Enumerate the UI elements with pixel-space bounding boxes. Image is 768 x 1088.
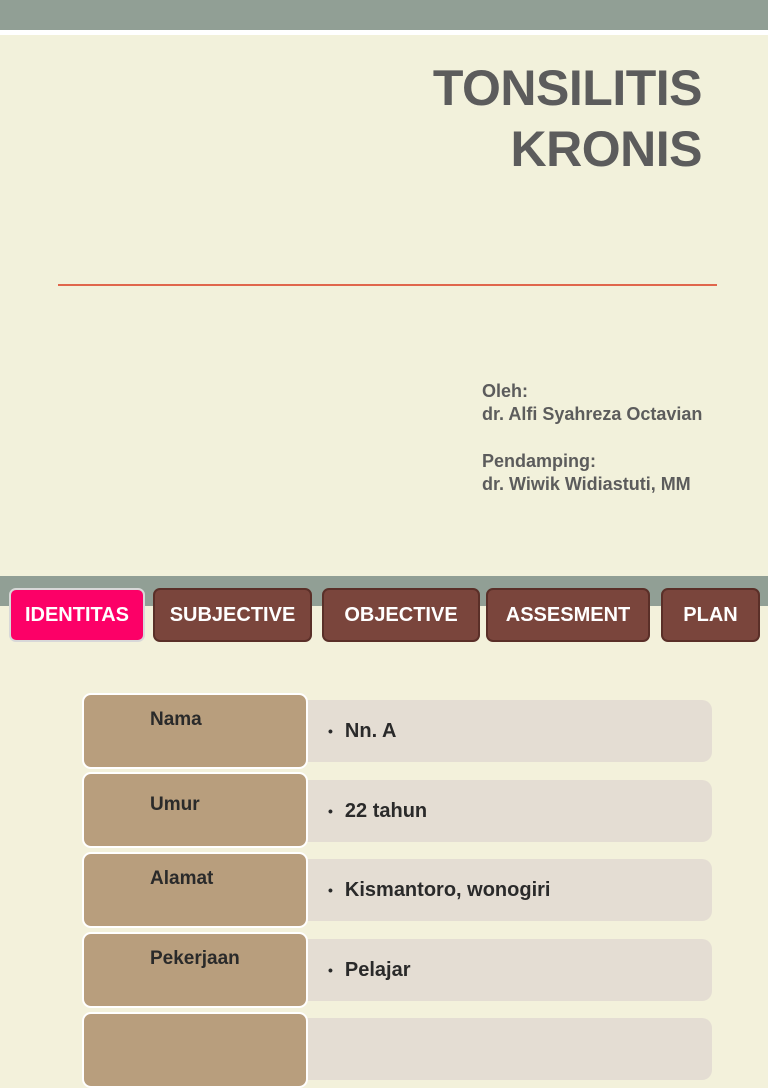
top-bar [0, 0, 768, 30]
bullet-icon: • [328, 882, 333, 898]
row-value-partial [306, 1018, 712, 1080]
identity-slide [0, 576, 768, 1024]
title-divider [58, 284, 717, 286]
row-value-alamat [306, 859, 712, 921]
slide-title [433, 58, 702, 180]
bullet-icon: • [328, 962, 333, 978]
row-label-nama: Nama [82, 693, 308, 769]
value-text: Pelajar [344, 958, 411, 981]
row-label-alamat: Alamat [82, 852, 308, 928]
value-text: Kismantoro, wonogiri [344, 878, 551, 901]
companion-name: dr. Wiwik Widiastuti, MM [482, 474, 691, 494]
top-bar-divider [0, 30, 768, 35]
tab-bar [0, 588, 768, 644]
row-label-partial [82, 1012, 308, 1088]
tab-objective[interactable]: OBJECTIVE [322, 588, 480, 642]
author-name: dr. Alfi Syahreza Octavian [482, 404, 703, 424]
bullet-icon: • [328, 803, 333, 819]
title-line-1: TONSILITIS [432, 60, 702, 116]
value-text: Nn. A [344, 719, 397, 742]
credits-block [482, 380, 702, 496]
bullet-icon: • [328, 723, 333, 739]
row-value-umur [306, 780, 712, 842]
value-text: 22 tahun [344, 799, 428, 822]
row-label-pekerjaan: Pekerjaan [82, 932, 308, 1008]
tab-plan[interactable]: PLAN [661, 588, 760, 642]
title-line-2: KRONIS [510, 121, 702, 177]
tab-identitas[interactable]: IDENTITAS [9, 588, 145, 642]
tab-assesment[interactable]: ASSESMENT [486, 588, 650, 642]
author-label: Oleh: [482, 381, 529, 401]
row-value-pekerjaan [306, 939, 712, 1001]
row-label-umur: Umur [82, 772, 308, 848]
row-value-nama [306, 700, 712, 762]
companion-label: Pendamping: [482, 451, 597, 471]
tab-subjective[interactable]: SUBJECTIVE [153, 588, 312, 642]
